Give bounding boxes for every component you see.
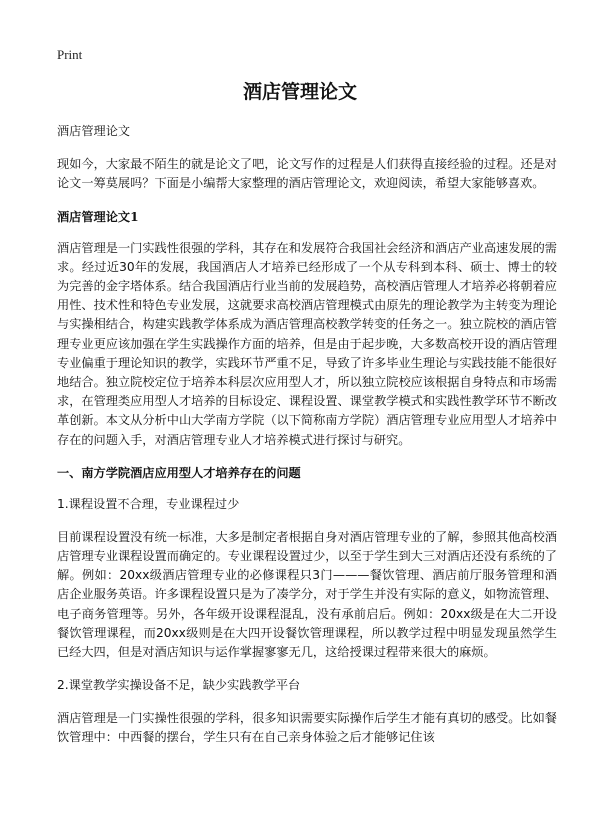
- document-body: [57, 122, 557, 762]
- section-heading-essay-1: 酒店管理论文1: [57, 209, 139, 224]
- subheading-course-setting: 1.课程设置不合理，专业课程过少: [57, 496, 240, 511]
- print-link[interactable]: Print: [57, 47, 83, 62]
- problems-heading: 一、南方学院酒店应用型人才培养存在的问题: [57, 465, 301, 480]
- course-setting-paragraph: 目前课程设置没有统一标准，大多是制定者根据自身对酒店管理专业的了解，参照其他高校酒店管理专业课程设置而确定的。专业课程设置过少，以至于学生到大三对酒店还没有系统的了解。例如：20xx级酒店管理专业的必修课程只3门———餐饮管理、酒店前厅服务管理和酒店企业服务英语。许多课程设置只是为了凑学分，对于学生并没有实际的意义，如物流管理、电子商务管理等。另外，各年级开设课程混乱，没有承前启后。例如：20xx级是在大二开设餐饮管理课程，而20xx级则是在大四开设餐饮管理课程，所以教学过程中明显发现虽然学生已经大四，但是对酒店知识与运作掌握寥寥无几，这给授课过程带来很大的麻烦。: [57, 529, 557, 660]
- subheading-practice-equipment: 2.课堂教学实操设备不足，缺少实践教学平台: [57, 678, 301, 693]
- practice-equipment-paragraph: 酒店管理是一门实操性很强的学科，很多知识需要实际操作后学生才能有真切的感受。比如餐饮管理中：中西餐的摆台，学生只有在自己亲身体验之后才能够记住该: [57, 711, 557, 745]
- document-subtitle: 酒店管理论文: [57, 124, 131, 138]
- essay-1-paragraph: 酒店管理是一门实践性很强的学科，其存在和发展符合我国社会经济和酒店产业高速发展的需求。经过近30年的发展，我国酒店人才培养已经形成了一个从专科到本科、硕士、博士的较为完善的金字塔体系。结合我国酒店行业当前的发展趋势，高校酒店管理人才培养必将朝着应用性、技术性和特色专业发展，这就要求高校酒店管理模式由原先的理论教学为主转变为理论与实操相结合，构建实践教学体系成为酒店管理高校教学转变的任务之一。独立院校的酒店管理专业更应该加强在学生实践操作方面的培养，但是由于起步晚，大多数高校开设的酒店管理专业偏重于理论知识的教学，实践环节严重不足，导致了许多毕业生理论与实践技能不能很好地结合。独立院校定位于培养本科层次应用型人才，所以独立院校应该根据自身特点和市场需求，在管理类应用型人才培养的目标设定、课程设置、课堂教学模式和实践性教学环节不断改革创新。本文从分析中山大学南方学院（以下简称南方学院）酒店管理专业应用型人才培养中存在的问题入手，对酒店管理专业人才培养模式进行探讨与研究。: [57, 240, 557, 447]
- intro-paragraph: 现如今，大家最不陌生的就是论文了吧，论文写作的过程是人们获得直接经验的过程。还是对论文一筹莫展吗？下面是小编帮大家整理的酒店管理论文，欢迎阅读，希望大家能够喜欢。: [57, 157, 557, 191]
- document-title: 酒店管理论文: [242, 81, 357, 103]
